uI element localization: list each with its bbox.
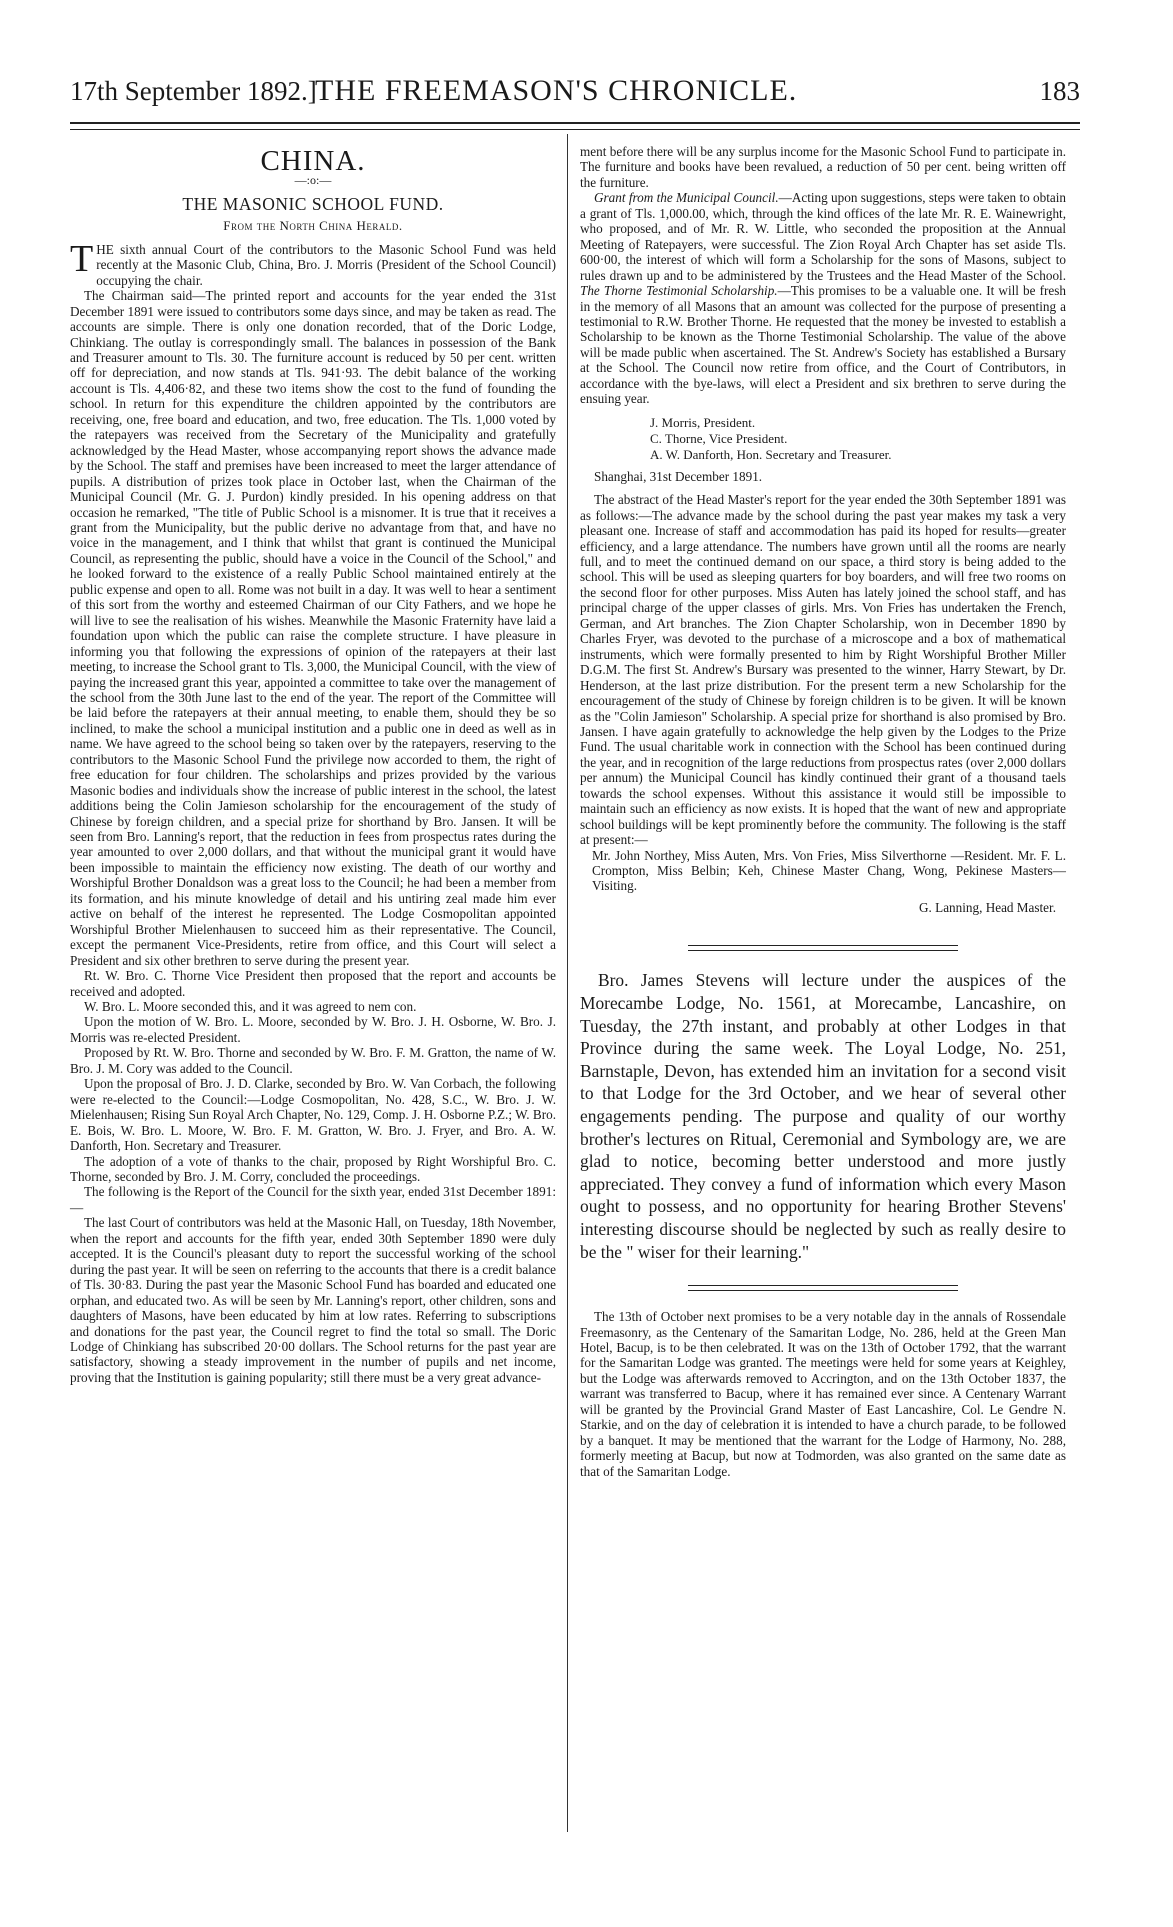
article-paragraph: Proposed by Rt. W. Bro. Thorne and seconded by W. Bro. F. M. Gratton, the name of W. Bro. J. M. Cory was added to the Council. (70, 1045, 556, 1076)
signature-vice-president: C. Thorne, Vice President. (650, 430, 788, 446)
signature-secretary: A. W. Danforth, Hon. Secretary and Treasurer. (650, 446, 892, 462)
drop-cap: T (70, 237, 94, 280)
article-paragraph: Rt. W. Bro. C. Thorne Vice President then proposed that the report and accounts be received and adopted. (70, 968, 556, 999)
heading-divider: —:o:— (294, 173, 332, 188)
article-paragraph: The abstract of the Head Master's report for the year ended the 30th September 1891 was as follows:—The advance made by the school during the past year makes my task a very pleasant one. Increase of staff and accommodation has paid its hoped for results—greater efficiency, and a large attendance. The numbers have grown until all the rooms are nearly full, and to meet the continued demand on our space, a third story is being added to the school. This will be used as sleeping quarters for boy boarders, and will free two rooms on the second floor for other purposes. Miss Auten has lately joined the school staff, and has principal charge of the upper classes of girls. Mrs. Von Fries has undertaken the French, German, and Art branches. The Zion Chapter Scholarship, won in December 1890 by Charles Fryer, was devoted to the purchase of a microscope and a box of mathematical instruments, which were formally presented to him by Right Worshipful Brother Miller D.G.M. The first St. Andrew's Bursary was presented to the winner, Harry Stewart, by Dr. Henderson, at the last prize distribution. For the present term a new Scholarship for the encouragement of the study of Chinese by foreign children is to be given. It will be known as the "Colin Jamieson" Scholarship. A special prize for shorthand is also promised by Bro. Jansen. I have again gratefully to acknowledge the help given by the Lodges to the Prize Fund. The usual charitable work in connection with the School has been continued during the year, and in recognition of the large reductions from prospectus rates (over 2,000 dollars per annum) the Municipal Council has kindly continued their grant of a thousand taels towards the school expenses. Without this assistance it would still be impossible to maintain such an efficiency as now exists. It is hoped that the want of new and appropriate school buildings will be kept prominently before the community. The following is the staff at present:— (580, 492, 1066, 848)
right-column (580, 144, 1066, 1479)
notice-stevens-lecture: Bro. James Stevens will lecture under the auspices of the Morecambe Lodge, No. 1561, at Morecambe, Lancashire, on Tuesday, the 27th instant, and probably at other Lodges in that Province during the same week. The Loyal Lodge, No. 251, Barnstaple, Devon, has extended him an invitation for a second visit to that Lodge for the 3rd October, and we hear of several other engagements pending. The purpose and quality of our worthy brother's lectures on Ritual, Ceremonial and Symbology are, we are glad to notice, becoming better understood and more justly appreciated. They convey a fund of information which every Mason ought to possess, and no opportunity for hearing Brother Stevens' interesting discourse should be neglected by such as really desire to be the " wiser for their learning." (580, 970, 1066, 1262)
article-heading: CHINA. (260, 145, 366, 177)
place-date: Shanghai, 31st December 1891. (594, 468, 763, 484)
section-separator (688, 945, 958, 951)
section-heading-thorne: The Thorne Testimonial Scholarship. (580, 283, 778, 299)
publication-title: THE FREEMASON'S CHRONICLE. (315, 74, 798, 107)
article-paragraph: Upon the motion of W. Bro. L. Moore, seconded by W. Bro. J. H. Osborne, W. Bro. J. Morris was re-elected President. (70, 1014, 556, 1045)
masthead (70, 72, 1080, 120)
notice-rossendale-centenary: The 13th of October next promises to be a very notable day in the annals of Rossendale Freemasonry, as the Centenary of the Samaritan Lodge, No. 286, held at the Green Man Hotel, Bacup, is to be then celebrated. It was on the 13th of October 1792, that the warrant for the Samaritan Lodge was granted. The meetings were held for some years at Keighley, but the Lodge was afterwards removed to Accrington, and on the 13th October 1837, the warrant was transferred to Bacup, where it has remained ever since. A Centenary Warrant will be granted by the Provincial Grand Master of East Lancashire, Col. Le Gendre N. Starkie, and on the day of celebration it is intended to have a church parade, to be followed by a banquet. It may be mentioned that the warrant for the Lodge of Harmony, No. 288, formerly meeting at Bacup, but now at Todmorden, was also granted on the same date as that of the Samaritan Lodge. (580, 1309, 1066, 1479)
article-source: From the North China Herald. (223, 218, 403, 234)
page-number: 183 (1039, 76, 1080, 106)
section-separator (688, 1285, 958, 1291)
article-paragraph: ment before there will be any surplus income for the Masonic School Fund to participate in. The furniture and books have been revalued, a reduction of 50 per cent. being written off the furniture. (580, 144, 1066, 190)
signature-president: J. Morris, President. (650, 414, 756, 430)
article-paragraph: The Chairman said—The printed report and accounts for the year ended the 31st December 1891 were issued to contributors some days since, and may be taken as read. The accounts are simple. There is only one donation recorded, that of the Doric Lodge, Chinkiang. The outlay is correspondingly small. The balances in possession of the Bank and Treasurer amount to Tls. 30. The furniture account is reduced by 50 per cent. written off for depreciation, and now stands at Tls. 941·93. The debit balance of the working account is Tls. 4,406·82, and these two items show the cost to the fund of founding the school. In return for this expenditure the children appointed by the contributors are receiving, one, free board and education, and two, free education. The Tls. 1,000 voted by the ratepayers was received from the Secretary of the Municipality and gratefully acknowledged by the Head Master, whose accompanying report shows the advance made by the School. The staff and premises have been increased to meet the larger attendance of pupils. A distribution of prizes took place in October last, when the Chairman of the Municipal Council (Mr. G. J. Purdon) kindly presided. In his opening address on that occasion he remarked, "The title of Public School is a misnomer. It is true that it receives a grant from the Municipality, but the public derive no advantage from that, and have no voice in the management, and I think that whilst that grant is continued the Municipal Council, as representing the public, should have a voice in the Council of the School," and he looked forward to the existence of a really Public School maintained entirely at the public expense and open to all. Rome was not built in a day. It was well to hear a sentiment of this sort from the worthy and esteemed Chairman of our City Fathers, and we hope he will live to see the realisation of his wishes. Meanwhile the Masonic Fraternity have laid a foundation upon which the public can raise the complete structure. I have pleasure in informing you that following the expressions of opinion of the ratepayers at their last meeting, to increase the School grant to Tls. 3,000, the Municipal Council, with the view of paying the increased grant this year, appointed a committee to take over the management of the school from the 30th June last to the end of the year. The report of the Committee will be laid before the ratepayers at their annual meeting, to enable them, should they be so inclined, to make the school a municipal institution and a public one in deed as well as in name. We have agreed to the school being so taken over by the ratepayers, reserving to the contributors to the Masonic School Fund the privilege now accorded to them, the right of free education for four children. The scholarships and prizes provided by the various Masonic bodies and individuals show the increase of public interest in the school, the latest additions being the Colin Jamieson scholarship for the encouragement of the study of Chinese by foreign children, and a special prize for shorthand by Bro. Jansen. It will be seen from Bro. Lanning's report, that the reduction in fees from prospectus rates during the year amounted to over 2,000 dollars, and that without the municipal grant it would have been impossible to maintain the efficiency now existing. The death of our worthy and Worshipful Brother Donaldson was a great loss to the Council; he had been a member from its formation, and his minute knowledge of detail and his untiring zeal made him ever active on behalf of the interest he represented. The Lodge Cosmopolitan appointed Worshipful Brother Mielenhausen to succeed him as their representative. The Council, except the permanent Vice-Presidents, retire from office, and this Court will select a President and six other brethren to serve during the present year. (70, 288, 556, 968)
article-paragraph: The adoption of a vote of thanks to the chair, proposed by Right Worshipful Bro. C. Thorne, seconded by Bro. J. M. Corry, concluded the proceedings. (70, 1153, 556, 1184)
newspaper-page (70, 72, 1080, 1892)
article-paragraph: Upon the proposal of Bro. J. D. Clarke, seconded by Bro. W. Van Corbach, the following were re-elected to the Council:—Lodge Cosmopolitan, No. 428, S.C., W. Bro. J. W. Mielenhausen; Rising Sun Royal Arch Chapter, No. 129, Comp. J. H. Osborne P.Z.; W. Bro. E. Bois, W. Bro. L. Moore, W. Bro. F. M. Gratton, W. Bro. J. Fryer, and Bro. A. W. Danforth, Hon. Secretary and Treasurer. (70, 1076, 556, 1154)
signature-head-master: G. Lanning, Head Master. (919, 899, 1056, 915)
article-subheading: THE MASONIC SCHOOL FUND. (182, 193, 444, 214)
staff-list: Mr. John Northey, Miss Auten, Mrs. Von Fries, Miss Silverthorne —Resident. Mr. F. L. Crompton, Miss Belbin; Keh, Chinese Master Chang, Wong, Pekinese Masters—Visiting. (592, 847, 1066, 894)
article-paragraph: The following is the Report of the Council for the sixth year, ended 31st December 1891:— (70, 1184, 556, 1215)
article-paragraph: Grant from the Municipal Council.—Acting upon suggestions, steps were taken to obtain a grant of Tls. 1,000.00, which, through the kind offices of the late Mr. R. E. Wainewright, who proposed, and of Mr. R. W. Little, who seconded the proposition at the Annual Meeting of Ratepayers, were successful. The Zion Royal Arch Chapter has set aside Tls. 600·00, the interest of which will form a Scholarship for the sons of Masons, subject to rules drawn up and to be administered by the Trustees and the Head Master of the School. The Thorne Testimonial Scholarship.—This promises to be a valuable one. It will be fresh in the memory of all Masons that an amount was collected for the purpose of presenting a testimonial to R.W. Brother Thorne. He requested that the money be invested to establish a Scholarship to be known as the Thorne Testimonial Scholarship. The value of the above will be made public when ascertained. The St. Andrew's Society has established a Bursary at the School. The Council now retire from office, and the Court of Contributors, in accordance with the bye-laws, will elect a President and six brethren to serve during the ensuing year. (580, 190, 1066, 407)
article-paragraph: The last Court of contributors was held at the Masonic Hall, on Tuesday, 18th November, when the report and accounts for the fifth year, ended 30th September 1890 were duly accepted. It is the Council's pleasant duty to report the successful working of the school during the past year. It will be seen on referring to the accounts that there is a credit balance of Tls. 30·83. During the past year the Masonic School Fund has boarded and educated one orphan, and educated two. As will be seen by Mr. Lanning's report, other children, sons and daughters of Masons, have been educated by him at low rates. Referring to subscriptions and donations for the past year, the Council regret to find the total so small. The Doric Lodge of Chinkiang has subscribed 20·00 dollars. The School returns for the past year are satisfactory, showing a steady improvement in the number of pupils and net income, proving that the Institution is gaining popularity; still there must be a very great advance- (70, 1215, 556, 1385)
section-heading-grant: Grant from the Municipal Council. (594, 190, 779, 206)
issue-date: 17th September 1892.] (70, 76, 317, 106)
left-column (70, 138, 556, 1385)
masthead-rule (70, 122, 1080, 130)
article-paragraph: THE sixth annual Court of the contributors to the Masonic School Fund was held recently at the Masonic Club, China, Bro. J. Morris (President of the School Council) occupying the chair. (70, 237, 556, 288)
column-rule (567, 134, 568, 1832)
article-paragraph: W. Bro. L. Moore seconded this, and it was agreed to nem con. (84, 999, 417, 1015)
